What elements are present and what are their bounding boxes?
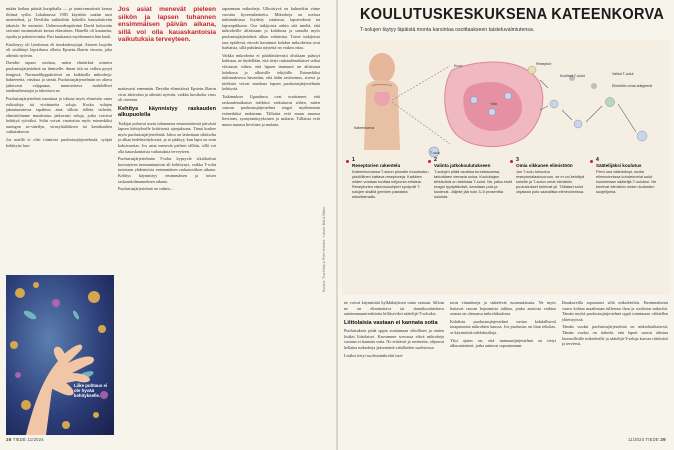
- child-figure: [364, 53, 400, 150]
- paragraph: tapaamaan mikrobeja. Ulkoistyvä on kulmeikin viime vuosina kyseenalaistettu. Mikrobeja on useissa tutkimuksissa löydetty istukasta, lapsivedestä tai lapsenpihkasta. Osa tutkijoista onkin sitä mieltä, että mikrobeille altistutaan jo kohdussa ja samalla myös puolustusjärjestelmä alkaa valmistua. Toiset tutkijoista taas epäilevät, ettovät havainnot kohdun mikrobeista ovat harhaisia, sillä puhdasta näytettä on vaikea ottaa.: [222, 6, 320, 51]
- step-number: 1: [352, 157, 355, 163]
- dead-t-cell: [591, 83, 597, 89]
- label-medulla: Ydin: [490, 102, 498, 106]
- magazine-name: TIEDE: [645, 437, 659, 442]
- t-cell: [489, 109, 496, 116]
- step-title: Reseptorien rakentelu: [352, 163, 401, 168]
- photo-caption: Liike puhtaus ei ole hyvää kehitykselle.: [74, 383, 108, 399]
- paragraph: ne voivat käynnistää hylkkikäyksen omia vastaan. Silloin ne on eliminoitava tai täsmäkoulutettava autoimmuunireaktioita hillitseviksi säätelijä-T-soluiksi.: [344, 300, 444, 317]
- step-dot: [510, 160, 513, 163]
- baby-hand-photo: [6, 275, 114, 435]
- t-cell: [505, 93, 512, 100]
- issue-number: 11/2024: [27, 437, 44, 442]
- right-footer: [628, 437, 666, 442]
- baby-hand-illustration: [6, 275, 114, 435]
- photo-credit: Kuvitus: Tina Kelly & Peter Holmes · Lähde: Bild & Bilder: [322, 206, 326, 292]
- step-title: Valinta jatkokoulutukseen: [434, 163, 491, 168]
- paragraph: Yksi ajatus on, että immuunijärjestelmä on tietyt alkusantoimet, jotka auttavat sopeutumaan.: [450, 337, 556, 349]
- label-thymus: Kateenkorva: [354, 126, 375, 130]
- step-text: Kateenkorvassa T-solun pinnalle muodostuu yksilöllinen kattava reseptoreja. Kaikkien niiden voidaan tuottaa miljoonia erilaisia. Reseptorien rakennusohjeet syntyvät T-solujen sisällä geenien palasista sekoittamalla.: [352, 169, 429, 199]
- step-1: [352, 158, 432, 199]
- left-column-1: [6, 6, 112, 272]
- page-number: 26: [6, 437, 12, 442]
- paragraph: Davidin tapaus osoittaa, miten elintärkeä toimiva puolustusjärjestelmä on ihmiselle: ilman sitä on valkea pysyä hengissä. Normaalihyppäiriössä on kaikkialla mikrobeja: bakteereita, viruksia ja sieniä. Puolustusjärjestelmän on oltava jatkuvasti valppaana, tunnistettava mahdolliset taudinaiheuttajat ja tuhottava ne.: [6, 60, 112, 94]
- right-column-2: [450, 300, 556, 434]
- paragraph: mattavasti enemmän. Davidin elimistössä Epstein–Barrin virus aktivoitui ja aiheutti nyövän, vaikka luosikolta virus oli oireeton.: [118, 85, 216, 103]
- infographic-title: KOULUTUSKESKUKSENA KATEENKORVA: [360, 6, 665, 24]
- paragraph: Lisäksi tietyt suolistomikrobit tuot-: [344, 352, 404, 358]
- thymus-diagram: [342, 40, 670, 158]
- paragraph: Kohdistu puolustusjärjestelmä vastaa kohdallisesti tasapainosta mikrobien kanssa. Jos puolustus on liian tehokas, se käynnistää tulehdustiloja.: [450, 318, 556, 335]
- step-text: Jos T-solu tuhoutuu reseptorialasivuoroon, se ei voi kehittyä soluille ja T-solun omat elimistön puolustukset toimivat yli. Tällaiset solut ohjataan pois vaarallisia eliminoinnissa.: [516, 169, 585, 194]
- paragraph: tavat vitamiineja ja säätelevät ruoansulatusta. Ne myös hoitavat rasvan hajoamista tuhkaa, jonka ansiosta vaihtoa asiasta on olemassa mikrobikudosta.: [450, 300, 556, 317]
- step-3: [516, 158, 588, 194]
- paragraph: Kuolinsyy oli lymfooma eli imukudossyöpä. Sisaren luuydin oli sisältänyt lepotilassa olluita Epstein–Barrin viruota, joka aiheutti nyövän.: [6, 41, 112, 58]
- t-cell: [528, 66, 536, 74]
- step-dot: [428, 160, 431, 163]
- infographic-subtitle: T-solujen täytyy läpäistä monta karsintaa osoittaakseen taisteluvalmiutensa.: [360, 27, 535, 33]
- label-t-cell: T-solu: [430, 151, 440, 155]
- right-column-3: [562, 300, 668, 434]
- step-text: Pieni osa vääristänyt, mutta eliminoinnissa kohdennetut solut koulutetaan säätelijä-T-soluiksi. Ne toimivat elimistön omien kudosten suojelijoina.: [596, 169, 657, 194]
- paragraph: Jos meillä ei olisi toimivaa puolustusjärjestelmää, syöpiä kehittyisi huo-: [6, 137, 112, 148]
- t-cell: [550, 100, 558, 108]
- t-cell: [471, 97, 478, 104]
- label-self-antigen: Elimistön omat antigeenit: [612, 84, 653, 88]
- magazine-name: TIEDE: [12, 437, 27, 442]
- paragraph: Tutkimukset Ugandassa ovat osoittaneet, että raskaudenaikaiset infektiot vaikuttavat siihen, miten vauvan puolustusjärjestelmä reagoi myöhemmin esimerkiksi malariaan. Tällaisia eviä muun muassa lieviinen, synnynnäisyyksinen ja malaria. Tällaisia eviä muun muassa lieviinen ja malaria.: [222, 93, 320, 127]
- step-number: 3: [516, 157, 519, 163]
- steps-row: [342, 158, 670, 250]
- paragraph: Puolustusjärjestelmä on valmis...: [118, 186, 174, 192]
- section-heading: Kehitys käynnistyy raskauden alkupuolella: [118, 105, 216, 119]
- t-cell: [606, 98, 615, 107]
- label-selected: Valitut T-solut: [612, 72, 634, 76]
- step-2: [434, 158, 514, 199]
- page-number: 29: [660, 437, 666, 442]
- paragraph: Ilmakaveilla sopusaasti sillä mikrobeihin. Ensimmäisenä vauva kohtaa maailmaan tulleensa ihon ja suoliston mikrobit. Tämän myötä puolustusjärjestelmä oppii toimimaan vähitellen yhteistyössä.: [562, 300, 668, 322]
- left-footer: [6, 437, 44, 442]
- section-heading: Liittolaisia vastaan ei kannata sotia: [344, 319, 438, 326]
- pull-quote: Jos asiat menevät pieleen siikön ja lapsen tuhannen ensimmäisen päivän aikana, sillä voi olla kauaskantoisia vaikutuksia terveyteen.: [118, 6, 216, 44]
- paragraph: Puolustusjärjestelmä tunnistaa ja tuhoaa myös elimistön omia riskisoluja tai vioittuneita soluja. Koska solujen jakautumisessa tapahtuu aina silloin tällöin virheitä, elimistöömme muodostuu jatkuvasti soluja, jotka voisivat kehittyä syöväksi. Solut voivat vaurioitua myös esimerkiksi auringon uv-säteilyn, virusyhtälöiksen tai kemikaalien vaikutuksesta.: [6, 95, 112, 135]
- issue-number: 11/2024: [628, 437, 645, 442]
- label-receptor: Reseptori: [536, 62, 552, 66]
- paragraph: Puolustusjärjestelmän T-solut kypsyvät sikiökalvan kasvutyiren immuuniuntuin ali kehittynyt, vaikka T-solut tuotetaan yhdentoista ensimmäisen raskausviikon aikana. Kehitys käynnistyy ensimmäisen ja toisen raskauskolmanneksen aikana.: [118, 156, 216, 184]
- left-column-2: [118, 6, 216, 436]
- label-dead-cells: Kuolleet T-solut: [560, 74, 585, 78]
- step-number: 4: [596, 157, 599, 163]
- right-column-1: [344, 300, 444, 434]
- step-4: [596, 158, 666, 194]
- step-text: T-solujen pitää osoittaa tunnistavansa, tarkoittaen vierasta solua. Kouluttajan tehtävänä on tarkistaa T-solut. Ne, jotka eivät reagoi tyydyttävästi, karsitaan pois ja kuolevat. Jäljelle jää noin 3–5 prosenttia soluista.: [434, 169, 512, 199]
- paragraph: Puolustuksen pitää oppia erottamaan vihollisen ja omien lisäksi liittolaiset. Kasvamme sorvassa elävä mikrobeja vastaan ei kannata sotia. Ne erittävät ja ravinteita, ohjaavat hellaina mikrobeja jääsemästä vahilloiden suolistossa.: [344, 328, 444, 350]
- paragraph: Tämän vuoksi puolustusjärjestelmä on mikrobiaikaisesti, Tämän vuoksi on tärkeää, että lapset saavat altistua luonnollisille mikrobeille ja säätelijä-T-soluja kasvaa riittävästi ja terveesti.: [562, 324, 668, 347]
- t-cell: [574, 120, 582, 128]
- label-cortex: Kuori: [454, 64, 463, 68]
- step-dot: [590, 160, 593, 163]
- left-column-3: [222, 6, 320, 436]
- paragraph: Tutkijat puhuvat usein tuhannesta ensimmäisestä päivästä lapsen kehitykselle kriittisenä ajanjaksona. Tämä koskee myös puolustusjärjestelmää. Jakso on laskettaan siköiselta ja alkaa hedelmöityksestä, ja se päättyy, kun lapsi on noin kaksivuotias. Jos asiat menevät pieleen tällöin, sillä voi olla kauaskantoisia vaikutuksia terveyteen.: [118, 120, 216, 154]
- step-title: Säätelijäksi koulutus: [596, 163, 642, 168]
- step-number: 2: [434, 157, 437, 163]
- t-cell: [637, 131, 647, 141]
- paragraph: miään ketkun pääsiä koripihalla — ja toimiveansiintti kertaa ilttinsä syilin. Lokakuussa 1983 käyttöön saatiin uusi menetelmä, ja Devildin saikkeltiin kokeilla hauisalaiireiin takaisla. Se ominaisi. Usdenvuodenpäivänä David kuluvatin saivaisti ensimmäistä kertaa elänsäisen. Hänellä oli kuumetta, ripulia ja pahoinvointia. Pari kuukautta myöhemmin hän kuoli.: [6, 6, 112, 39]
- paragraph: Vaikka mikrobeita ei päädäisittevästi olisikaan päässyt kohtuun, ne täydellään, että tietyt raskaudenaikaiset seikat viittaavat siihen, että lapsen immuuni on altistunut kohdussa jo ulkoisille tekijöille. Esimerkiksi tutkimuksessa havaittiin, että äidin ravitsemus, stressi ja infektiot voivat muokata lapsen puolustusjärjestelmän kehitystä.: [222, 52, 320, 92]
- step-dot: [346, 160, 349, 163]
- step-title: Omia vikkanen elimistöön: [516, 163, 573, 168]
